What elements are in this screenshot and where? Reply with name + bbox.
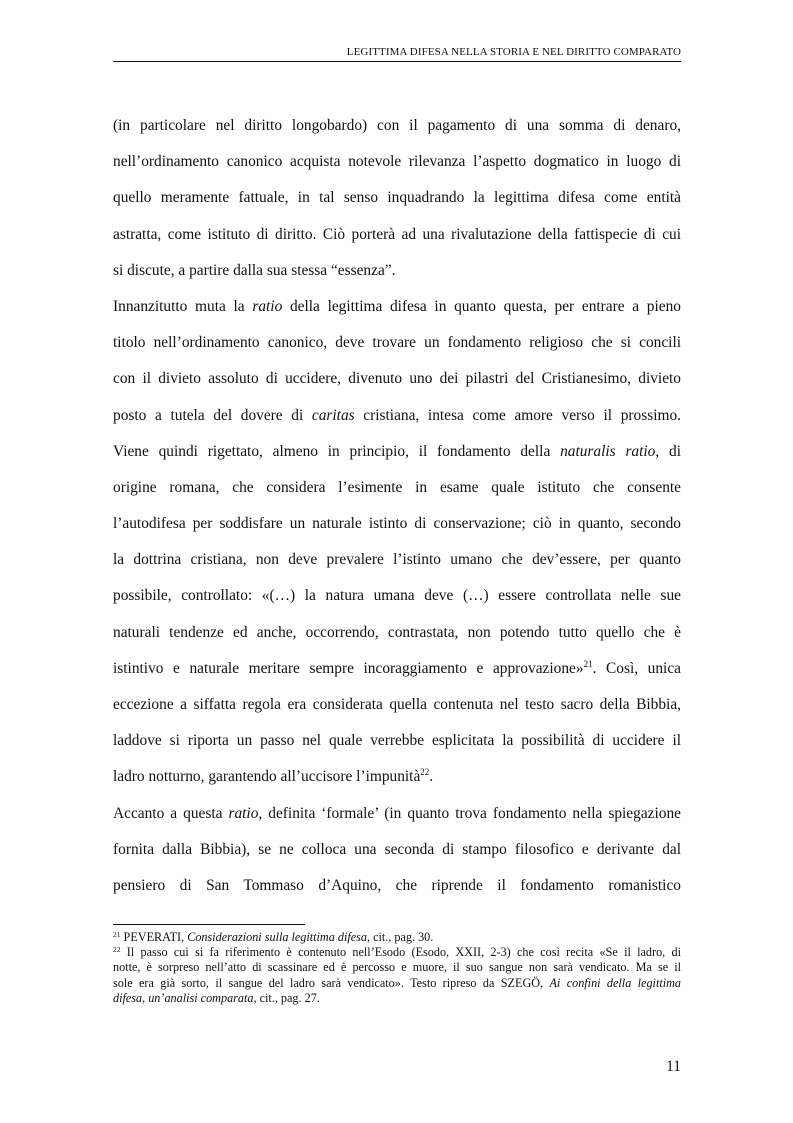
text-line: pensiero di San Tommaso d’Aquino, che riprende il fondamento romanistico xyxy=(113,876,681,894)
footnote-ref-21[interactable]: 21 xyxy=(583,658,593,669)
text-line: astratta, come istituto di diritto. Ciò porterà ad una rivalutazione della fattispecie di cui xyxy=(113,225,681,243)
text-line: nell’ordinamento canonico acquista notevole rilevanza l’aspetto dogmatico in luogo di xyxy=(113,153,681,171)
text-line: possibile, controllato: «(…) la natura umana deve (…) essere controllata nelle sue xyxy=(113,587,681,605)
footnotes xyxy=(113,930,681,1006)
text-line: si discute, a partire dalla sua stessa “essenza”. xyxy=(113,261,396,279)
italic-term: ratio xyxy=(228,804,259,822)
footnote-ref-22[interactable]: 22 xyxy=(420,767,430,778)
footnote-author: PEVERATI, xyxy=(120,930,188,944)
text-line xyxy=(113,759,681,795)
footnote-line xyxy=(113,976,681,991)
text-run: istintivo e naturale meritare sempre incoraggiamento e approvazione» xyxy=(113,659,584,677)
footnote-line: notte, è sorpreso nell’atto di scassinare ed è percosso e muore, il suo sangue non sarà vendicato. Ma se il xyxy=(113,960,681,975)
footnote-rule xyxy=(113,924,305,925)
text-line: titolo nell’ordinamento canonico, deve trovare un fondamento religioso che si concili xyxy=(113,334,681,352)
text-line: l’autodifesa per soddisfare un naturale istinto di conservazione; ciò in quanto, secondo xyxy=(113,515,681,533)
text-run: Innanzitutto muta la xyxy=(113,297,253,315)
text-line xyxy=(113,398,681,434)
text-line: (in particolare nel diritto longobardo) con il pagamento di una somma di denaro, xyxy=(113,117,681,134)
text-line: naturali tendenze ed anche, occorrendo, contrastata, non potendo tutto quello che è xyxy=(113,623,681,641)
body-text xyxy=(113,108,681,904)
footnote-mark: 21 xyxy=(113,930,121,939)
text-run: . Così, unica xyxy=(592,659,681,677)
text-line: la dottrina cristiana, non deve prevalere l’istinto umano che dev’essere, per quanto xyxy=(113,551,681,569)
footnote-text: , cit., pag. 27. xyxy=(253,990,320,1005)
text-line: fornita dalla Bibbia), se ne colloca una seconda di stampo filosofico e derivante dal xyxy=(113,840,681,858)
text-line: laddove si riporta un passo nel quale verrebbe esplicitata la possibilità di uccidere il xyxy=(113,732,681,750)
footnote-mark: 22 xyxy=(113,945,121,955)
footnote-title: Considerazioni sulla legittima difesa xyxy=(187,930,367,944)
text-run: posto a tutela del dovere di xyxy=(113,406,312,424)
text-run: cristiana, intesa come amore verso il prossimo. xyxy=(354,406,681,424)
text-run: , di xyxy=(655,442,681,460)
text-run: della legittima difesa in quanto questa, per entrare a pieno xyxy=(282,297,682,315)
text-line: con il divieto assoluto di uccidere, divenuto uno dei pilastri del Cristianesimo, divieto xyxy=(113,370,681,388)
footnote-title: difesa, un’analisi comparata xyxy=(113,990,254,1005)
italic-term: caritas xyxy=(311,406,355,424)
text-line xyxy=(113,434,681,470)
footnote-text: sole era già sorto, il sangue del ladro sarà vendicato». Testo ripreso da SZEGÖ, xyxy=(113,975,550,990)
text-line: origine romana, che considera l’esimente in esame quale istituto che consente xyxy=(113,478,681,496)
text-line: eccezione a siffatta regola era considerata quella contenuta nel testo sacro della Bibbia, xyxy=(113,696,681,713)
text-run: , definita ‘formale’ (in quanto trova fondamento nella spiegazione xyxy=(258,804,681,822)
footnote-line xyxy=(113,991,681,1006)
text-run: ladro notturno, garantendo all’uccisore l’impunità xyxy=(113,768,421,786)
footnote-21 xyxy=(113,930,681,945)
text-line xyxy=(113,289,681,325)
footnote-22 xyxy=(113,945,681,960)
header-rule xyxy=(113,61,681,62)
text-run: Viene quindi rigettato, almeno in principio, il fondamento della xyxy=(113,442,561,460)
text-run: . xyxy=(429,768,434,786)
text-run: Accanto a questa xyxy=(113,804,229,822)
footnote-text: Il passo cui si fa riferimento è contenuto nell’Esodo (Esodo, XXII, 2-3) che così recita «Se il ladro, di xyxy=(120,945,681,960)
text-line: quello meramente fattuale, in tal senso inquadrando la legittima difesa come entità xyxy=(113,189,681,207)
footnote-text: , cit., pag. 30. xyxy=(366,930,434,944)
text-line xyxy=(113,796,681,832)
text-line xyxy=(113,651,681,687)
italic-term: ratio xyxy=(252,297,283,315)
page-number: 11 xyxy=(666,1058,681,1075)
running-header: LEGITTIMA DIFESA NELLA STORIA E NEL DIRITTO COMPARATO xyxy=(346,46,681,58)
italic-term: naturalis ratio xyxy=(560,442,656,460)
footnote-title: Ai confini della legittima xyxy=(549,975,681,990)
